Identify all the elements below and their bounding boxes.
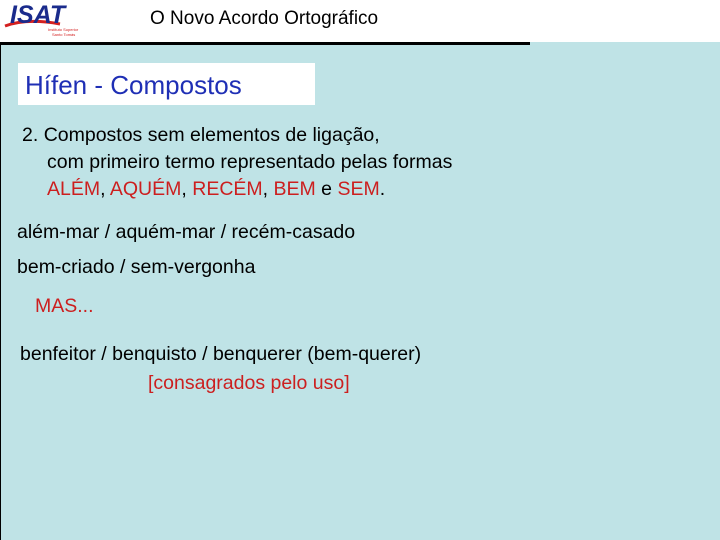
conjunction: e (315, 178, 338, 200)
form-bem: BEM (273, 178, 316, 200)
slide-title: O Novo Acordo Ortográfico (150, 8, 379, 29)
form-sem: SEM (337, 178, 380, 200)
exceptions-line-1: benfeitor / benquisto / benquerer (bem-querer) (20, 343, 422, 365)
mas-label: MAS... (35, 295, 94, 317)
header-rule (0, 42, 530, 45)
examples-line-1: além-mar / aquém-mar / recém-casado (17, 221, 356, 243)
item-number: 2. (22, 124, 39, 146)
header-bar (0, 0, 720, 42)
item-2-line-3 (47, 176, 385, 203)
exceptions-line-2: [consagrados pelo uso] (148, 372, 350, 394)
item-2-line-1 (22, 122, 380, 149)
separator: , (100, 178, 110, 200)
item-2-line-2: com primeiro termo representado pelas formas (47, 151, 453, 173)
item-text: Compostos sem elementos de ligação, (43, 124, 380, 146)
separator: , (262, 178, 274, 200)
examples-line-2: bem-criado / sem-vergonha (17, 256, 256, 278)
subtitle: Hífen - Compostos (25, 70, 242, 100)
period: . (379, 178, 386, 200)
isat-logo (2, 0, 88, 40)
left-border-line (0, 42, 1, 540)
form-aquem: AQUÉM (109, 178, 182, 200)
form-recem: RECÉM (192, 178, 263, 200)
svg-text:Santo Tomás: Santo Tomás (52, 32, 76, 37)
form-alem: ALÉM (47, 178, 101, 200)
separator: , (181, 178, 193, 200)
svg-text:ISAT: ISAT (10, 1, 66, 29)
svg-text:Instituto Superior: Instituto Superior (48, 27, 79, 32)
